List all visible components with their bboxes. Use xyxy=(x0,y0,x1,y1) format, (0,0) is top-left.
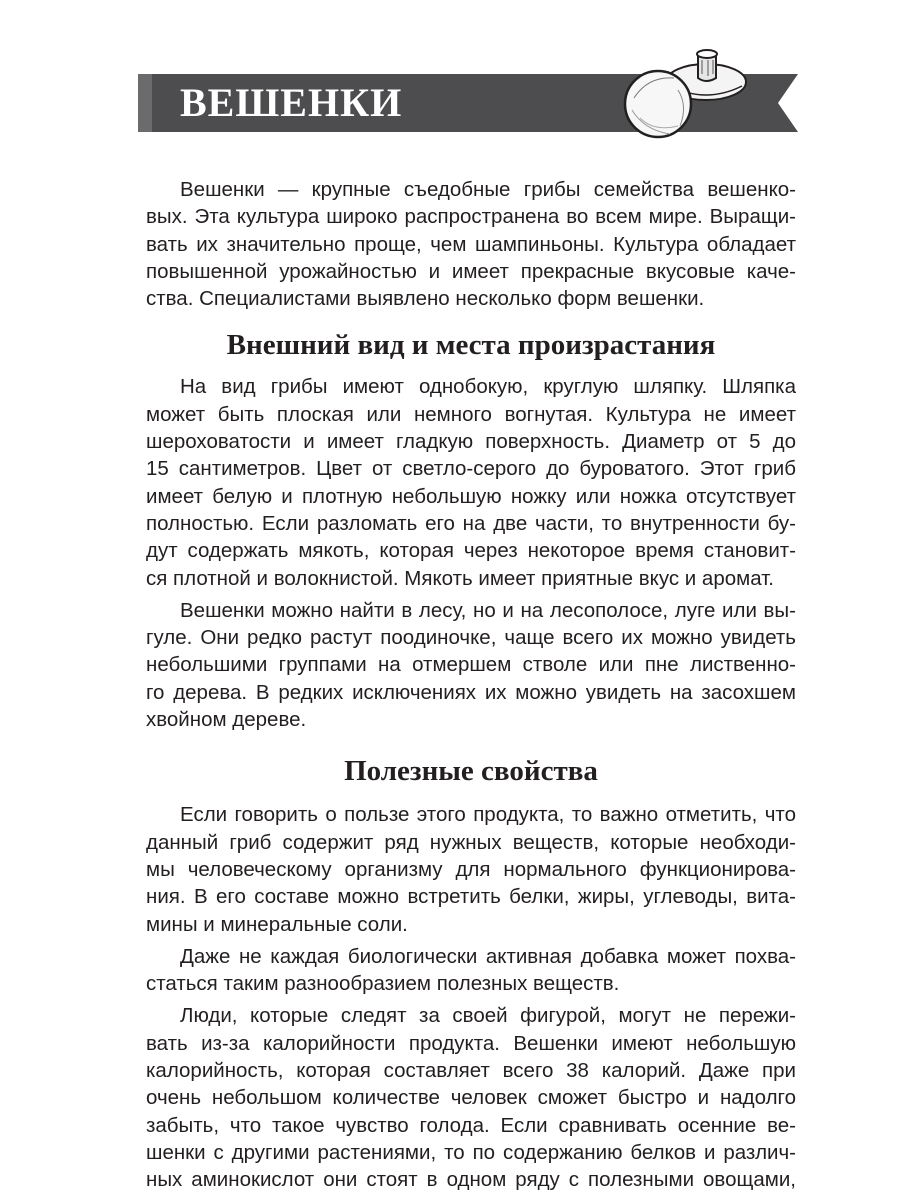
text-line: На вид грибы имеют однобокую, круглую шляпку. Шляпка xyxy=(180,375,796,399)
text-line: вать из-за калорийности продукта. Вешенки имеют небольшую xyxy=(146,1031,796,1055)
text-line: имеет белую и плотную небольшую ножку или ножка отсутствует xyxy=(146,484,796,508)
benefits-paragraph xyxy=(146,801,796,937)
mushroom-icon xyxy=(618,40,748,150)
text-line: повышенной урожайностью и имеет прекрасные вкусовые каче- xyxy=(146,259,796,283)
intro-paragraph xyxy=(146,176,796,312)
text-line: ства. Специалистами выявлено несколько форм вешенки. xyxy=(146,287,705,311)
section-heading-benefits: Полезные свойства xyxy=(344,755,598,788)
chapter-title: ВЕШЕНКИ xyxy=(180,80,403,125)
text-line: Даже не каждая биологически активная добавка может похва- xyxy=(180,944,796,968)
text-line: мины и минеральные соли. xyxy=(146,912,408,936)
text-line: данный гриб содержит ряд нужных веществ, которые необходи- xyxy=(146,830,796,854)
text-line: шероховатости и имеет гладкую поверхность. Диаметр от 5 до xyxy=(146,430,796,454)
text-line: вых. Эта культура широко распространена во всем мире. Выращи- xyxy=(146,205,796,229)
text-line: Вешенки — крупные съедобные грибы семейства вешенко- xyxy=(180,178,796,201)
text-line: гуле. Они редко растут поодиночке, чаще всего их можно увидеть xyxy=(146,626,796,650)
text-line: забыть, что такое чувство голода. Если сравнивать осенние ве- xyxy=(146,1113,796,1137)
page-body xyxy=(146,176,796,1194)
text-line: полностью. Если разломать его на две части, то внутренности бу- xyxy=(146,511,796,535)
supplement-paragraph xyxy=(146,943,796,998)
text-line: ся плотной и волокнистой. Мякоть имеет приятные вкус и аромат. xyxy=(146,566,774,590)
habitat-paragraph xyxy=(146,597,796,733)
text-line: Вешенки можно найти в лесу, но и на лесополосе, луге или вы- xyxy=(180,598,796,622)
text-line: 15 сантиметров. Цвет от светло-серого до буроватого. Этот гриб xyxy=(146,457,796,481)
text-line: мы человеческому организму для нормального функционирова- xyxy=(146,857,796,881)
text-line: очень небольшом количестве человек сможет быстро и надолго xyxy=(146,1086,796,1110)
text-line: ных аминокислот они стоят в одном ряду с полезными овощами, xyxy=(146,1168,796,1192)
text-line: вать их значительно проще, чем шампиньоны. Культура обладает xyxy=(146,232,796,256)
text-line: ния. В его составе можно встретить белки, жиры, углеводы, вита- xyxy=(146,885,796,909)
section-heading-appearance: Внешний вид и места произрастания xyxy=(226,329,716,362)
calories-paragraph xyxy=(146,1002,796,1193)
text-line: дут содержать мякоть, которая через некоторое время становит- xyxy=(146,539,796,563)
text-line: может быть плоская или немного вогнутая. Культура не имеет xyxy=(146,402,796,426)
text-line: хвойном дереве. xyxy=(146,708,307,732)
text-line: небольшими группами на отмершем стволе или пне лиственно- xyxy=(146,653,796,677)
text-line: го дерева. В редких исключениях их можно увидеть на засохшем xyxy=(146,680,796,704)
text-line: статься таким разнообразием полезных веществ. xyxy=(146,972,620,996)
appearance-paragraph xyxy=(146,373,796,591)
text-line: калорийность, которая составляет всего 38 калорий. Даже при xyxy=(146,1059,796,1083)
text-line: Если говорить о пользе этого продукта, то важно отметить, что xyxy=(180,803,796,827)
text-line: шенки с другими растениями, то по содержанию белков и различ- xyxy=(146,1140,796,1164)
text-line: Люди, которые следят за своей фигурой, могут не пережи- xyxy=(180,1004,796,1028)
